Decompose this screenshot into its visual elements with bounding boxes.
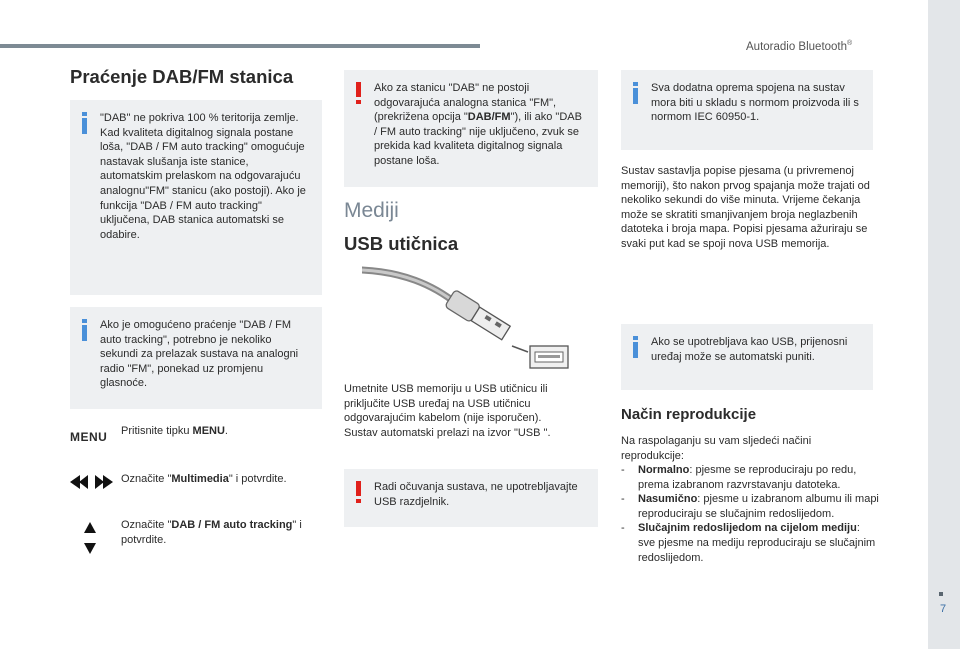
info-icon	[78, 319, 92, 341]
continue-marker	[939, 592, 943, 596]
usb-instructions: Umetnite USB memoriju u USB utičnicu ili priključite USB uređaj na USB utičnicu odgovarajućim kabelom (nije isporučen). Sustav automatski prelazi na izvor "USB ".	[344, 383, 551, 439]
list-item: - Nasumično: pjesme u izabranom albumu ili mapi reproduciraju se slučajnim redoslijedom.	[621, 492, 879, 521]
playback-modes-list	[621, 463, 879, 565]
info-text: Ako se upotrebljava kao USB, prijenosni uređaj može se automatski puniti.	[651, 336, 848, 363]
warning-box-usb-hub	[344, 469, 598, 527]
info-text: Sva dodatna oprema spojena na sustav mora biti u skladu s normom proizvoda ili s normom IEC 60950-1.	[651, 82, 859, 124]
side-strip	[928, 0, 960, 649]
info-text: Ako je omogućeno praćenje "DAB / FM auto tracking", potrebno je nekoliko sekundi za prelazak sustava na analogni radio "FM", ponekad uz promjenu glasnoće.	[100, 319, 299, 390]
info-box-charging	[621, 324, 873, 390]
step-select-multimedia: Označite "Multimedia" i potvrdite.	[121, 473, 287, 485]
usb-socket-title: USB utičnica	[344, 233, 459, 254]
info-box-dab-coverage	[70, 100, 322, 295]
page-number: 7	[939, 603, 947, 615]
step-select-dab-fm: Označite "DAB / FM auto tracking" i potvrdite.	[121, 519, 302, 546]
warning-box-no-fm	[344, 70, 598, 187]
info-box-iec-standard	[621, 70, 873, 150]
step-press-menu: Pritisnite tipku MENU.	[121, 425, 228, 437]
warning-text: Radi očuvanja sustava, ne upotrebljavajte USB razdjelnik.	[374, 481, 578, 508]
menu-key-label: MENU	[70, 430, 108, 444]
up-down-arrows-icon	[84, 522, 96, 554]
warning-icon	[352, 82, 366, 104]
info-icon	[629, 336, 643, 358]
playlist-text: Sustav sastavlja popise pjesama (u privremenoj memoriji), što nakon prvog spajanja može trajati od nekoliko sekundi do više minuta. Vrijeme čekanja može se skratiti smanjivanjem broja neglazbenih datoteka i broja mapa. Popisi pjesama ažuriraju se svaki put kad se spoji nova USB memorija.	[621, 165, 870, 250]
media-title: Mediji	[344, 199, 399, 222]
warning-icon	[352, 481, 366, 503]
info-box-tracking-delay	[70, 307, 322, 409]
usb-plug-illustration	[362, 262, 572, 374]
list-item: - Slučajnim redoslijedom na cijelom mediju: sve pjesme na mediju reproduciraju se slučajnim redoslijedom.	[621, 521, 879, 565]
playback-mode-title: Način reprodukcije	[621, 406, 757, 423]
left-right-arrows-icon	[70, 475, 114, 489]
warning-text: Ako za stanicu "DAB" ne postoji odgovarajuća analogna stanica "FM", (prekrižena opcija "DAB/FM"), ili ako "DAB / FM auto tracking" nije uključeno, zvuk se prekida kad kvaliteta digitalnog signala postane loša.	[374, 82, 582, 167]
top-accent-bar	[0, 44, 480, 48]
section-title: Praćenje DAB/FM stanica	[70, 66, 294, 87]
list-item: - Normalno: pjesme se reproduciraju po redu, prema izabranom razvrstavanju datoteka.	[621, 463, 879, 492]
running-header: Autoradio Bluetooth®	[746, 40, 853, 53]
playback-intro: Na raspolaganju su vam sljedeći načini reprodukcije:	[621, 435, 812, 462]
info-icon	[629, 82, 643, 104]
info-icon	[78, 112, 92, 134]
info-text: "DAB" ne pokriva 100 % teritorija zemlje. Kad kvaliteta digitalnog signala postane loša, "DAB / FM auto tracking" omogućuje nastavak slušanja iste stanice, automatskim prelaskom na odgovarajuću analognu"FM" stanicu (ako postoji). Ako je funkcija "DAB / FM auto tracking" uključena, DAB stanica automatski se odabire.	[100, 112, 306, 241]
